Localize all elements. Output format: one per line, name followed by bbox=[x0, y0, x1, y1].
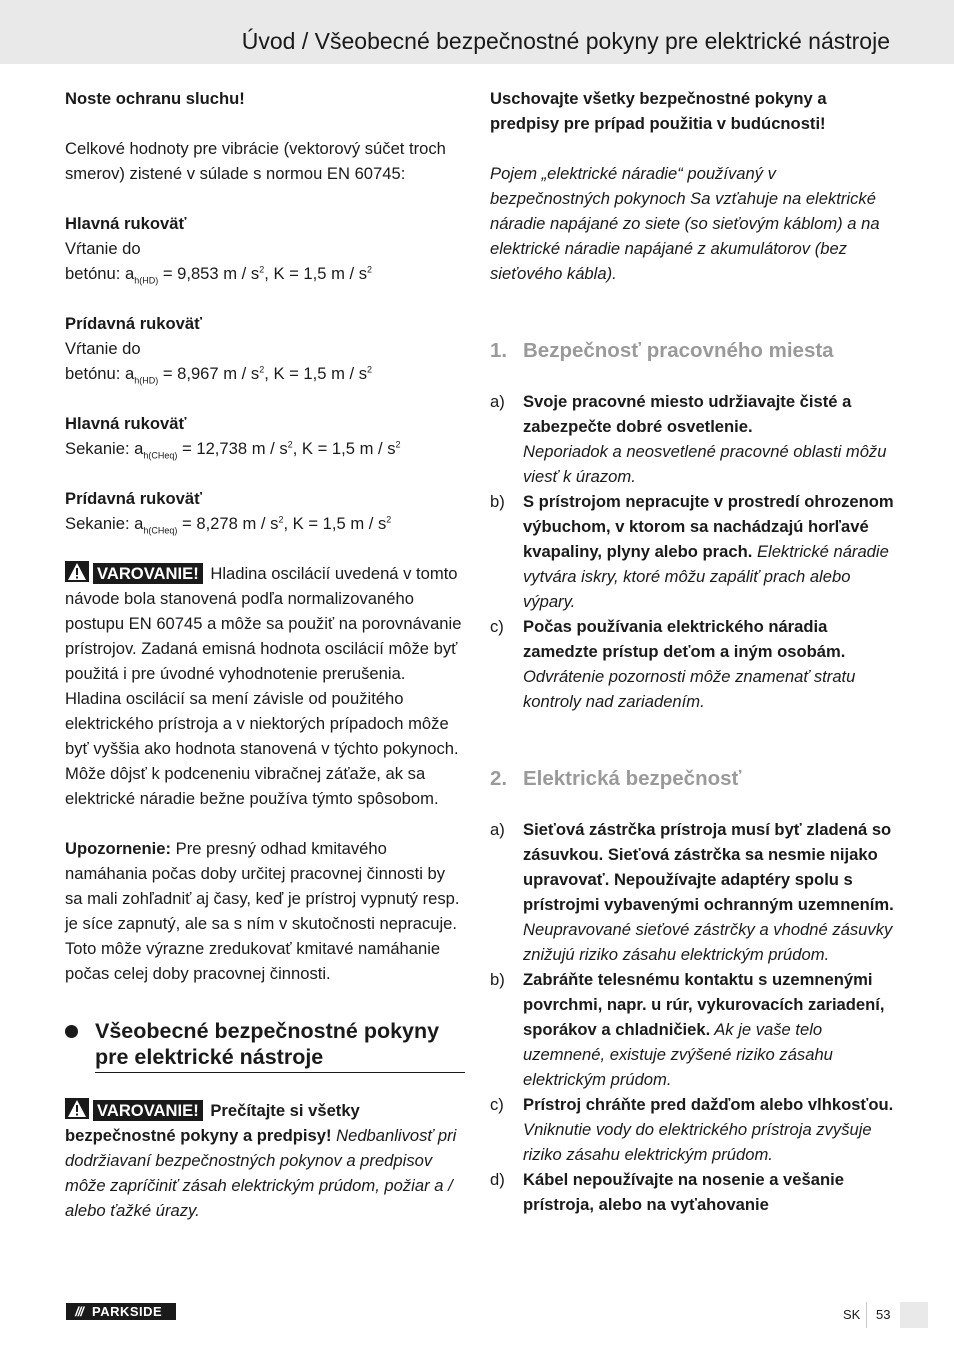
measurement-title: Hlavná rukoväť bbox=[65, 214, 187, 233]
list-item: c) Prístroj chráňte pred dažďom alebo vlhkosťou. Vniknutie vody do elektrického prístroja zvyšuje riziko zásahu elektrickým prúdom. bbox=[490, 1092, 895, 1167]
list-item: a) Svoje pracovné miesto udržiavajte čisté a zabezpečte dobré osvetlenie. Neporiadok a neosvetlené pracovné oblasti môžu viesť k úrazom. bbox=[490, 389, 895, 489]
section-heading-text: Všeobecné bezpečnostné pokyny pre elektrické nástroje bbox=[95, 1018, 465, 1073]
measurement-value: Sekanie: $a_{h(CHeq)} = 8,278$ m / $s^2$, K = 1,5 m / $s^2$ bbox=[65, 514, 392, 536]
footer-divider bbox=[866, 1302, 867, 1328]
list-letter: b) bbox=[490, 492, 505, 511]
heading-work-area-safety bbox=[490, 338, 895, 364]
list-letter: a) bbox=[490, 392, 505, 411]
list-letter: a) bbox=[490, 820, 505, 839]
warning-italic-text: Nedbanlivosť pri dodržiavaní bezpečnostných pokynov a predpisov môže zapríčiniť zásah elektrickým prúdom, požiar a / alebo ťažké úrazy. bbox=[65, 1126, 457, 1220]
list-item: a) Sieťová zástrčka prístroja musí byť zladená so zásuvkou. Sieťová zástrčka sa nesmie nijako upravovať. Nepoužívajte adaptéry spolu s prístrojmi vybavenými ochranným uzemnením. Neupravované sieťové zástrčky a vhodné zásuvky znižujú riziko zásahu elektrickým prúdom. bbox=[490, 817, 895, 967]
page-title: Úvod / Všeobecné bezpečnostné pokyny pre elektrické nástroje bbox=[241, 28, 890, 54]
general-warning bbox=[65, 1098, 465, 1223]
warning-badge: VAROVANIE! bbox=[93, 563, 203, 584]
warning-text: Hladina oscilácií uvedená v tomto návode bola stanovená podľa normalizovaného postupu EN 60745 a môže sa použiť na porovnávanie prístrojov. Zadaná emisná hodnota oscilácií môže byť použitá i pre úvodné vyhodnotenie prerušenia. Hladina oscilácií sa mení závisle od použitého elektrického prístroja a v niektorých prípadoch môže byť vyššia ako hodnota stanovená v týchto pokynoch. Môže dôjsť k podceneniu vibračnej záťaže, ak sa elektrické náradie bežne používa týmto spôsobom. bbox=[65, 564, 462, 808]
keep-instructions: Uschovajte všetky bezpečnostné pokyny a predpisy pre prípad použitia v budúcnosti! bbox=[490, 89, 827, 133]
measurement-main-drilling bbox=[65, 211, 465, 286]
heading-text: Bezpečnosť pracovného miesta bbox=[523, 339, 834, 362]
warning-triangle-icon bbox=[65, 1098, 89, 1119]
heading-text: Elektrická bezpečnosť bbox=[523, 767, 742, 790]
list-letter: b) bbox=[490, 970, 505, 989]
measurement-mode: Vŕtanie do bbox=[65, 239, 141, 258]
measurement-title: Hlavná rukoväť bbox=[65, 414, 187, 433]
warning-badge: VAROVANIE! bbox=[93, 1100, 203, 1121]
measurement-value: betónu: $a_{h(HD)} = 9,853$ m / $s^2$, K = 1,5 m / $s^2$ bbox=[65, 264, 373, 286]
page-number: 53 bbox=[876, 1307, 891, 1322]
warning-bold-text: Prečítajte si všetky bezpečnostné pokyny a predpisy! bbox=[65, 1101, 360, 1145]
measurement-title: Prídavná rukoväť bbox=[65, 314, 203, 333]
bullet-icon bbox=[65, 1025, 78, 1038]
measurement-value: betónu: $a_{h(HD)} = 8,967$ m / $s^2$, K = 1,5 m / $s^2$ bbox=[65, 364, 373, 386]
warning-triangle-icon bbox=[65, 561, 89, 582]
list-letter: d) bbox=[490, 1170, 505, 1189]
list-item: c) Počas používania elektrického náradia zamedzte prístup deťom a iným osobám. Odvrátenie pozornosti môže znamenať stratu kontroly nad zariadením. bbox=[490, 614, 895, 714]
parkside-logo bbox=[66, 1303, 176, 1320]
measurement-value: Sekanie: $a_{h(CHeq)} = 12,738$ m / $s^2$, K = 1,5 m / $s^2$ bbox=[65, 439, 401, 461]
left-column bbox=[65, 86, 465, 1223]
measurement-mode: Vŕtanie do bbox=[65, 339, 141, 358]
heading-electrical-safety bbox=[490, 766, 895, 792]
section-heading-general-safety bbox=[65, 1018, 465, 1073]
heading-number: 1. bbox=[490, 339, 508, 362]
note-label: Upozornenie: bbox=[65, 839, 172, 858]
term-definition: Pojem „elektrické náradie“ používaný v bezpečnostných pokynoch Sa vzťahuje na elektrické náradie napájané zo siete (so sieťovým káblom) a na elektrické náradie napájané z akumulátorov (bez sieťového kábla). bbox=[490, 164, 880, 283]
vibration-intro: Celkové hodnoty pre vibrácie (vektorový súčet troch smerov) zistené v súlade s normou EN 60745: bbox=[65, 139, 446, 183]
logo-brand: PARKSIDE bbox=[92, 1304, 163, 1319]
list-item: b) S prístrojom nepracujte v prostredí ohrozenom výbuchom, v ktorom sa nachádzajú horľavé kvapaliny, plyny alebo prach. Elektrické náradie vytvára iskry, ktoré môžu zapáliť prach alebo výpary. bbox=[490, 489, 895, 614]
list-item: b) Zabráňte telesnému kontaktu s uzemnenými povrchmi, napr. u rúr, vykurovacích zariadení, sporákov a chladničiek. Ak je vaše telo uzemnené, existuje zvýšené riziko zásahu elektrickým prúdom. bbox=[490, 967, 895, 1092]
list-letter: c) bbox=[490, 1095, 504, 1114]
language-code: SK bbox=[843, 1307, 861, 1322]
list-letter: c) bbox=[490, 617, 504, 636]
heading-number: 2. bbox=[490, 767, 508, 790]
logo-slashes: /// bbox=[75, 1304, 83, 1319]
list-item: d) Kábel nepoužívajte na nosenie a vešanie prístroja, alebo na vyťahovanie bbox=[490, 1167, 895, 1217]
note-text: Pre presný odhad kmitavého namáhania počas doby určitej pracovnej činnosti by sa mali zohľadniť aj časy, keď je prístroj vypnutý resp. je síce zapnutý, ale sa s ním v skutočnosti nepracuje. Toto môže výrazne zredukovať kmitavé namáhanie počas celej doby pracovnej činnosti. bbox=[65, 839, 460, 983]
note-paragraph bbox=[65, 836, 465, 986]
hearing-notice: Noste ochranu sluchu! bbox=[65, 89, 245, 108]
measurement-aux-chiselling bbox=[65, 486, 465, 536]
measurement-aux-drilling bbox=[65, 311, 465, 386]
measurement-main-chiselling bbox=[65, 411, 465, 461]
page-header bbox=[0, 0, 954, 64]
measurement-title: Prídavná rukoväť bbox=[65, 489, 203, 508]
footer-tab bbox=[900, 1302, 928, 1328]
vibration-warning bbox=[65, 561, 465, 811]
right-column bbox=[490, 86, 895, 1217]
